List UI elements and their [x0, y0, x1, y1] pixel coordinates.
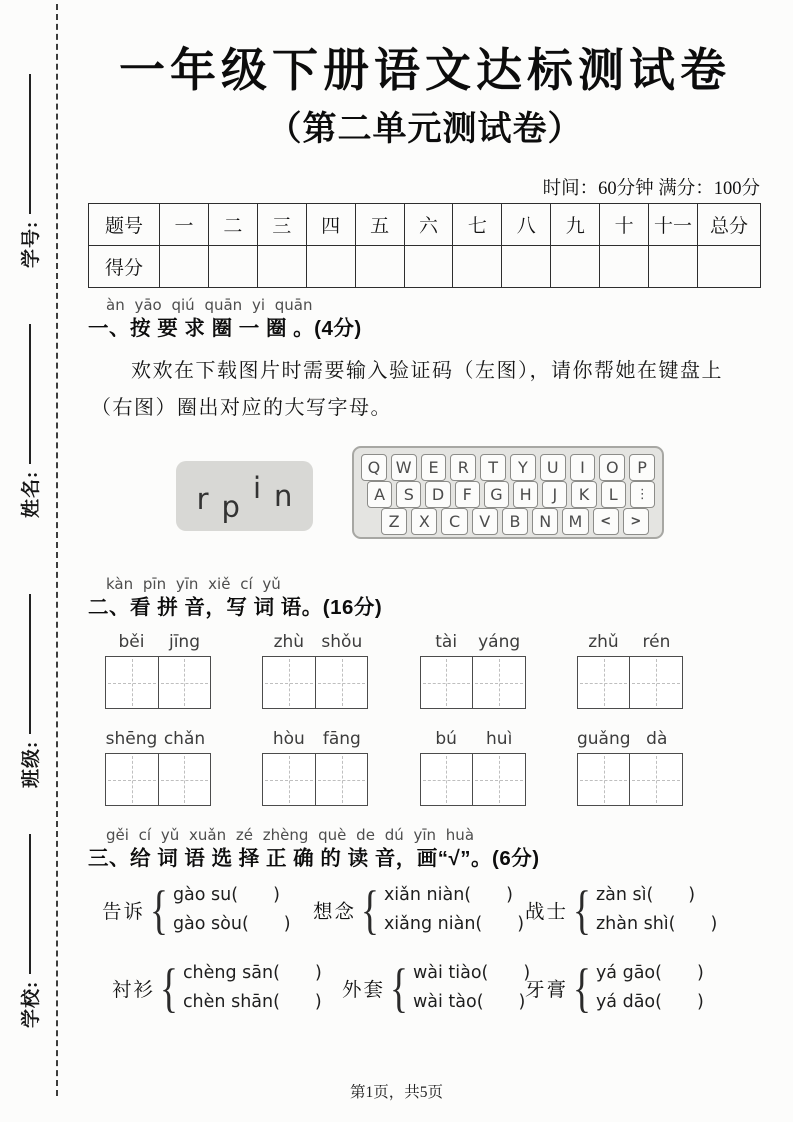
keyboard-key: B [502, 508, 528, 535]
pinyin-syllable: dà [646, 729, 668, 749]
score-table [88, 203, 761, 288]
writing-grid-unit [420, 729, 526, 806]
section3-pinyin: gěi cí yǔ xuǎn zé zhèng què de dú yīn huà [106, 826, 475, 844]
pinyin-syllable: jīng [168, 632, 200, 652]
keyboard-key: L [601, 481, 626, 508]
choice-word: 牙膏 [525, 979, 569, 1001]
choice-option: gào sòu( ) [172, 914, 291, 934]
captcha-image [176, 461, 313, 531]
choice-option: chèng sān( ) [182, 963, 322, 983]
fold-dashed-line [56, 4, 58, 1096]
keyboard-key: G [484, 481, 509, 508]
section1-text-line1: 欢欢在下载图片时需要输入验证码（左图），请你帮她在键盘上 [131, 360, 723, 382]
keyboard-key: W [391, 454, 417, 481]
keyboard-row3 [381, 508, 649, 535]
keyboard-key: T [480, 454, 506, 481]
choice-group-zhanshi [525, 878, 717, 941]
writing-grid-unit [420, 632, 526, 709]
score-table-header-row [89, 204, 761, 246]
score-table-score-row [89, 246, 761, 288]
keyboard-key: S [396, 481, 421, 508]
writing-grid-unit [105, 729, 211, 806]
choice-option: gào su( ) [172, 885, 280, 905]
pinyin-syllable: fāng [322, 729, 361, 749]
keyboard-key: P [629, 454, 655, 481]
choice-group-gaosu [102, 878, 291, 941]
section1-heading: 一、按 要 求 圈 一 圈 。(4分) [88, 317, 362, 340]
score-cell [306, 246, 355, 288]
score-table-header-cell: 五 [355, 204, 404, 246]
keyboard-key: D [425, 481, 450, 508]
keyboard-row1 [361, 454, 655, 481]
keyboard-image [352, 446, 664, 539]
choice-options [183, 956, 322, 1019]
tianzige-cell [472, 657, 525, 708]
score-cell [160, 246, 209, 288]
keyboard-key: H [513, 481, 538, 508]
pinyin-syllable: běi [118, 632, 145, 652]
brace-glyph: { [572, 879, 592, 940]
tianzige-cell [263, 754, 315, 805]
score-table-header-cell: 一 [160, 204, 209, 246]
score-table-header-cell: 六 [404, 204, 453, 246]
tianzige-cell [263, 657, 315, 708]
brace-glyph: { [149, 879, 169, 940]
brace-glyph: { [159, 957, 179, 1018]
choice-group-xiangnian [313, 878, 524, 941]
score-table-header-cell: 八 [502, 204, 551, 246]
keyboard-key: K [571, 481, 596, 508]
score-cell [257, 246, 306, 288]
word-pinyin [420, 632, 526, 656]
choice-option: xiǎn niàn( ) [383, 885, 513, 905]
tianzige-cell [421, 754, 473, 805]
keyboard-key: O [599, 454, 625, 481]
writing-grid-unit [262, 632, 368, 709]
tianzige-box [577, 753, 683, 806]
score-cell [649, 246, 698, 288]
word-pinyin [420, 729, 526, 753]
keyboard-key: Q [361, 454, 387, 481]
writing-grid-unit [262, 729, 368, 806]
tianzige-cell [578, 657, 630, 708]
score-table-header-cell: 九 [551, 204, 600, 246]
keyboard-key: J [542, 481, 567, 508]
tianzige-cell [106, 657, 158, 708]
tianzige-cell [421, 657, 473, 708]
choice-option: xiǎng niàn( ) [383, 914, 525, 934]
choice-word: 战士 [525, 901, 569, 923]
tianzige-cell [106, 754, 158, 805]
word-pinyin [105, 632, 211, 656]
keyboard-row2 [367, 481, 655, 508]
score-table-header-cell: 十一 [649, 204, 698, 246]
fill-in-line [29, 74, 31, 214]
choice-group-chenshan [112, 956, 322, 1019]
choice-option: yá gāo( ) [595, 963, 704, 983]
page-subtitle: （第二单元测试卷） [267, 111, 583, 148]
keyboard-key: N [532, 508, 558, 535]
captcha-letter: r [196, 481, 209, 516]
word-pinyin [262, 729, 368, 753]
section2-heading: 二、看 拼 音，写 词 语。(16分) [88, 596, 383, 619]
score-cell [404, 246, 453, 288]
score-table-header-cell: 总分 [698, 204, 761, 246]
pinyin-syllable: chǎn [163, 729, 206, 749]
score-table-header-cell: 七 [453, 204, 502, 246]
choice-option: yá dāo( ) [595, 992, 704, 1012]
tianzige-box [262, 656, 368, 709]
choice-option: zàn sì( ) [595, 885, 696, 905]
captcha-letter: n [274, 478, 293, 513]
school-label: 学校: [21, 980, 42, 1028]
keyboard-key-comma: < [593, 508, 619, 535]
tianzige-cell [315, 754, 368, 805]
choice-option: chèn shān( ) [182, 992, 322, 1012]
choice-options [413, 956, 530, 1019]
captcha-letter: p [221, 489, 240, 524]
pinyin-syllable: rén [642, 632, 671, 652]
pinyin-syllable: zhǔ [588, 632, 619, 652]
keyboard-key: V [472, 508, 498, 535]
tianzige-cell [158, 754, 211, 805]
keyboard-key: R [450, 454, 476, 481]
fill-in-line [29, 834, 31, 974]
writing-grid-row1 [105, 632, 683, 709]
choice-word: 外套 [342, 979, 386, 1001]
choice-word: 告诉 [102, 901, 146, 923]
score-table-header-cell: 十 [600, 204, 649, 246]
tianzige-cell [578, 754, 630, 805]
keyboard-key: A [367, 481, 392, 508]
tianzige-cell [158, 657, 211, 708]
margin-field-name [16, 324, 43, 518]
writing-grid-unit [105, 632, 211, 709]
score-label-cell: 得分 [89, 246, 160, 288]
word-pinyin [262, 632, 368, 656]
tianzige-box [262, 753, 368, 806]
choice-options [596, 956, 704, 1019]
score-table-header-cell: 三 [257, 204, 306, 246]
score-table-header-cell: 题号 [89, 204, 160, 246]
choice-group-waitao [342, 956, 530, 1019]
tianzige-cell [315, 657, 368, 708]
section1-text-line2: （右图）圈出对应的大写字母。 [91, 397, 392, 419]
choice-word: 想念 [313, 901, 357, 923]
tianzige-box [577, 656, 683, 709]
keyboard-key: M [562, 508, 588, 535]
page-number: 第1页，共5页 [349, 1084, 443, 1101]
choice-options [596, 878, 717, 941]
margin-field-student-number [16, 74, 43, 268]
choice-options [173, 878, 291, 941]
choice-options [384, 878, 524, 941]
margin-field-class [16, 594, 43, 788]
fill-in-line [29, 324, 31, 464]
brace-glyph: { [360, 879, 380, 940]
choice-word: 衬衫 [112, 979, 156, 1001]
writing-grid-row2 [105, 729, 683, 806]
section3-heading: 三、给 词 语 选 择 正 确 的 读 音，画“√”。(6分) [88, 847, 540, 870]
class-label: 班级: [21, 740, 42, 788]
tianzige-cell [629, 754, 682, 805]
keyboard-key: Y [510, 454, 536, 481]
choice-option: wài tào( ) [412, 992, 526, 1012]
keyboard-key: F [455, 481, 480, 508]
brace-glyph: { [389, 957, 409, 1018]
section2-pinyin: kàn pīn yīn xiě cí yǔ [106, 575, 281, 593]
tianzige-cell [472, 754, 525, 805]
score-cell [600, 246, 649, 288]
section1-pinyin: àn yāo qiú quān yi quān [106, 296, 313, 314]
time-score-info: 时间：60分钟 满分：100分 [542, 179, 760, 199]
score-cell [355, 246, 404, 288]
choice-option: wài tiào( ) [412, 963, 531, 983]
keyboard-key: U [540, 454, 566, 481]
keyboard-key: E [421, 454, 447, 481]
keyboard-key-period: > [623, 508, 649, 535]
score-table-header-cell: 四 [306, 204, 355, 246]
pinyin-syllable: zhù [273, 632, 305, 652]
tianzige-box [105, 656, 211, 709]
word-pinyin [577, 632, 683, 656]
writing-grid-unit [577, 729, 683, 806]
keyboard-key: C [441, 508, 467, 535]
name-label: 姓名: [21, 470, 42, 518]
pinyin-syllable: hòu [272, 729, 305, 749]
score-cell [502, 246, 551, 288]
tianzige-cell [629, 657, 682, 708]
tianzige-box [420, 753, 526, 806]
pinyin-syllable: bú [435, 729, 457, 749]
pinyin-syllable: shēng [105, 729, 158, 749]
score-cell [208, 246, 257, 288]
pinyin-syllable: shǒu [321, 632, 363, 652]
pinyin-syllable: guǎng [576, 729, 631, 749]
brace-glyph: { [572, 957, 592, 1018]
writing-grid-unit [577, 632, 683, 709]
student-number-label: 学号: [21, 220, 42, 268]
pinyin-syllable: huì [486, 729, 513, 749]
keyboard-key: X [411, 508, 437, 535]
margin-field-school [16, 834, 43, 1028]
keyboard-key: I [570, 454, 596, 481]
score-cell [698, 246, 761, 288]
pinyin-syllable: tài [435, 632, 458, 652]
page-title: 一年级下册语文达标测试卷 [119, 45, 731, 96]
captcha-letter: i [252, 470, 262, 505]
fill-in-line [29, 594, 31, 734]
pinyin-syllable: yáng [478, 632, 521, 652]
tianzige-box [105, 753, 211, 806]
choice-option: zhàn shì( ) [595, 914, 718, 934]
keyboard-key-dots: ⋮ [630, 481, 655, 508]
word-pinyin [105, 729, 211, 753]
score-table-header-cell: 二 [208, 204, 257, 246]
score-cell [453, 246, 502, 288]
word-pinyin [577, 729, 683, 753]
choice-group-yagao [525, 956, 704, 1019]
tianzige-box [420, 656, 526, 709]
score-cell [551, 246, 600, 288]
keyboard-key: Z [381, 508, 407, 535]
